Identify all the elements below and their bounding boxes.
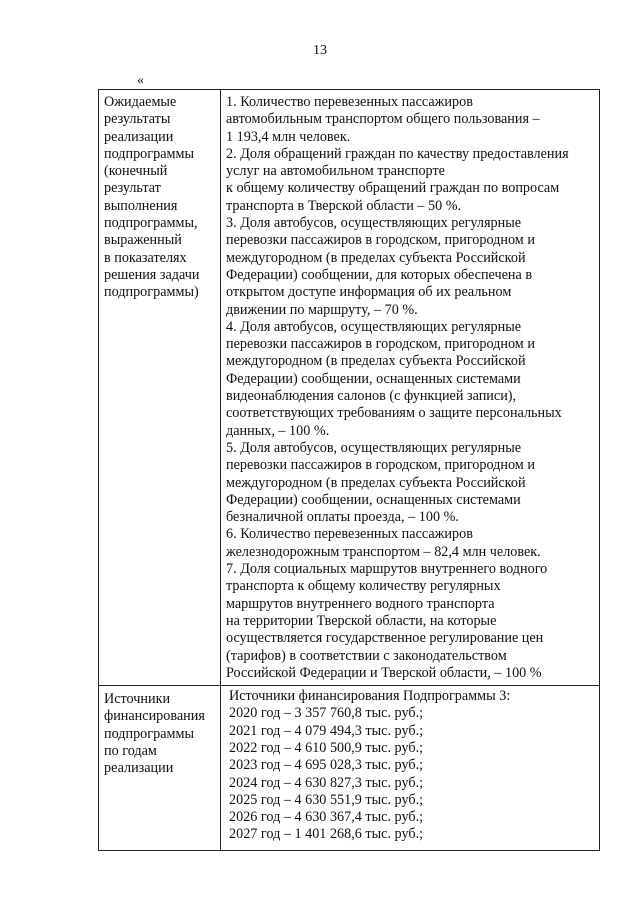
content-line: железнодорожным транспортом – 82,4 млн человек. bbox=[226, 543, 541, 560]
label-line: подпрограммы bbox=[104, 725, 194, 742]
content-line: перевозки пассажиров в городском, пригородном и bbox=[226, 336, 535, 353]
content-line: 2023 год – 4 695 028,3 тыс. руб.; bbox=[229, 757, 424, 774]
content-line: 1 193,4 млн человек. bbox=[226, 128, 351, 145]
content-line: автомобильным транспортом общего пользования – bbox=[226, 111, 540, 128]
opening-quote-mark: « bbox=[137, 73, 144, 88]
label-line: Ожидаемые bbox=[104, 94, 177, 110]
content-line: движении по маршруту, – 70 %. bbox=[226, 301, 418, 318]
content-line: Федерации) сообщении, оснащенных системами bbox=[226, 491, 521, 508]
subprogram-passport-table bbox=[98, 89, 600, 851]
content-line: 3. Доля автобусов, осуществляющих регулярные bbox=[226, 215, 522, 232]
content-line: соответствующих требованиям о защите персональных bbox=[226, 405, 562, 422]
content-line: Федерации) сообщении, для которых обеспечена в bbox=[226, 266, 533, 283]
label-line: финансирования bbox=[104, 708, 205, 725]
content-line: 6. Количество перевезенных пассажиров bbox=[226, 526, 473, 543]
content-line: междугородном (в пределах субъекта Российской bbox=[226, 249, 526, 266]
content-line: 4. Доля автобусов, осуществляющих регулярные bbox=[226, 318, 522, 335]
label-line: результаты bbox=[104, 111, 171, 128]
content-line: открытом доступе информация об их реальном bbox=[226, 284, 512, 301]
row-label-funding-sources bbox=[99, 686, 221, 851]
content-line: безналичной оплаты проезда, – 100 %. bbox=[226, 509, 459, 526]
page-number: 13 bbox=[313, 43, 327, 58]
content-line: данных, – 100 %. bbox=[226, 422, 330, 439]
label-line: выполнения bbox=[104, 197, 178, 214]
label-line: решения задачи bbox=[104, 266, 200, 283]
table-row-funding-sources bbox=[99, 686, 600, 851]
content-line: к общему количеству обращений граждан по вопросам bbox=[226, 180, 560, 197]
content-line: видеонаблюдения салонов (с функцией записи), bbox=[226, 388, 517, 405]
content-line: междугородном (в пределах субъекта Российской bbox=[226, 474, 526, 491]
label-line: выраженный bbox=[104, 232, 182, 249]
content-line: Федерации) сообщении, оснащенных системами bbox=[226, 370, 521, 387]
content-line: (тарифов) в соответствии с законодательством bbox=[226, 647, 507, 664]
label-line: (конечный bbox=[104, 163, 168, 180]
content-line: 2020 год – 3 357 760,8 тыс. руб.; bbox=[229, 705, 424, 722]
label-line: подпрограммы bbox=[104, 145, 194, 162]
content-line: на территории Тверской области, на которые bbox=[226, 612, 497, 629]
content-line: 2025 год – 4 630 551,9 тыс. руб.; bbox=[229, 791, 424, 808]
row-label-expected-results bbox=[99, 90, 221, 686]
content-line: транспорта к общему количеству регулярных bbox=[226, 578, 501, 595]
content-line: 2024 год – 4 630 827,3 тыс. руб.; bbox=[229, 774, 424, 791]
table-row-expected-results bbox=[99, 90, 600, 686]
content-line: перевозки пассажиров в городском, пригородном и bbox=[226, 232, 535, 249]
content-line: 7. Доля социальных маршрутов внутреннего водного bbox=[226, 561, 548, 578]
label-line: Источники bbox=[104, 691, 171, 708]
row-content-expected-results bbox=[221, 90, 600, 686]
label-line: по годам bbox=[104, 742, 157, 759]
row-content-funding-sources bbox=[221, 686, 600, 851]
label-line: подпрограммы, bbox=[104, 215, 198, 232]
content-line: 1. Количество перевезенных пассажиров bbox=[226, 94, 473, 110]
label-line: реализации bbox=[104, 128, 174, 145]
label-line: подпрограммы) bbox=[104, 284, 199, 301]
content-line: перевозки пассажиров в городском, пригородном и bbox=[226, 457, 535, 474]
content-line: 2021 год – 4 079 494,3 тыс. руб.; bbox=[229, 722, 424, 739]
content-line: 5. Доля автобусов, осуществляющих регулярные bbox=[226, 439, 522, 456]
content-line: осуществляется государственное регулирование цен bbox=[226, 630, 544, 647]
content-line: маршрутов внутреннего водного транспорта bbox=[226, 595, 495, 612]
content-line: 2027 год – 1 401 268,6 тыс. руб.; bbox=[229, 826, 424, 843]
label-line: реализации bbox=[104, 760, 174, 777]
content-line: Российской Федерации и Тверской области, – 100 % bbox=[226, 664, 542, 681]
content-line: транспорта в Тверской области – 50 %. bbox=[226, 197, 462, 214]
content-line: 2026 год – 4 630 367,4 тыс. руб.; bbox=[229, 809, 424, 826]
label-line: результат bbox=[104, 180, 161, 197]
content-line: услуг на автомобильном транспорте bbox=[226, 163, 445, 180]
content-line: 2. Доля обращений граждан по качеству предоставления bbox=[226, 145, 569, 162]
content-line: 2022 год – 4 610 500,9 тыс. руб.; bbox=[229, 739, 424, 756]
label-line: в показателях bbox=[104, 249, 187, 266]
content-line: междугородном (в пределах субъекта Российской bbox=[226, 353, 526, 370]
content-line: Источники финансирования Подпрограммы 3: bbox=[229, 688, 511, 705]
